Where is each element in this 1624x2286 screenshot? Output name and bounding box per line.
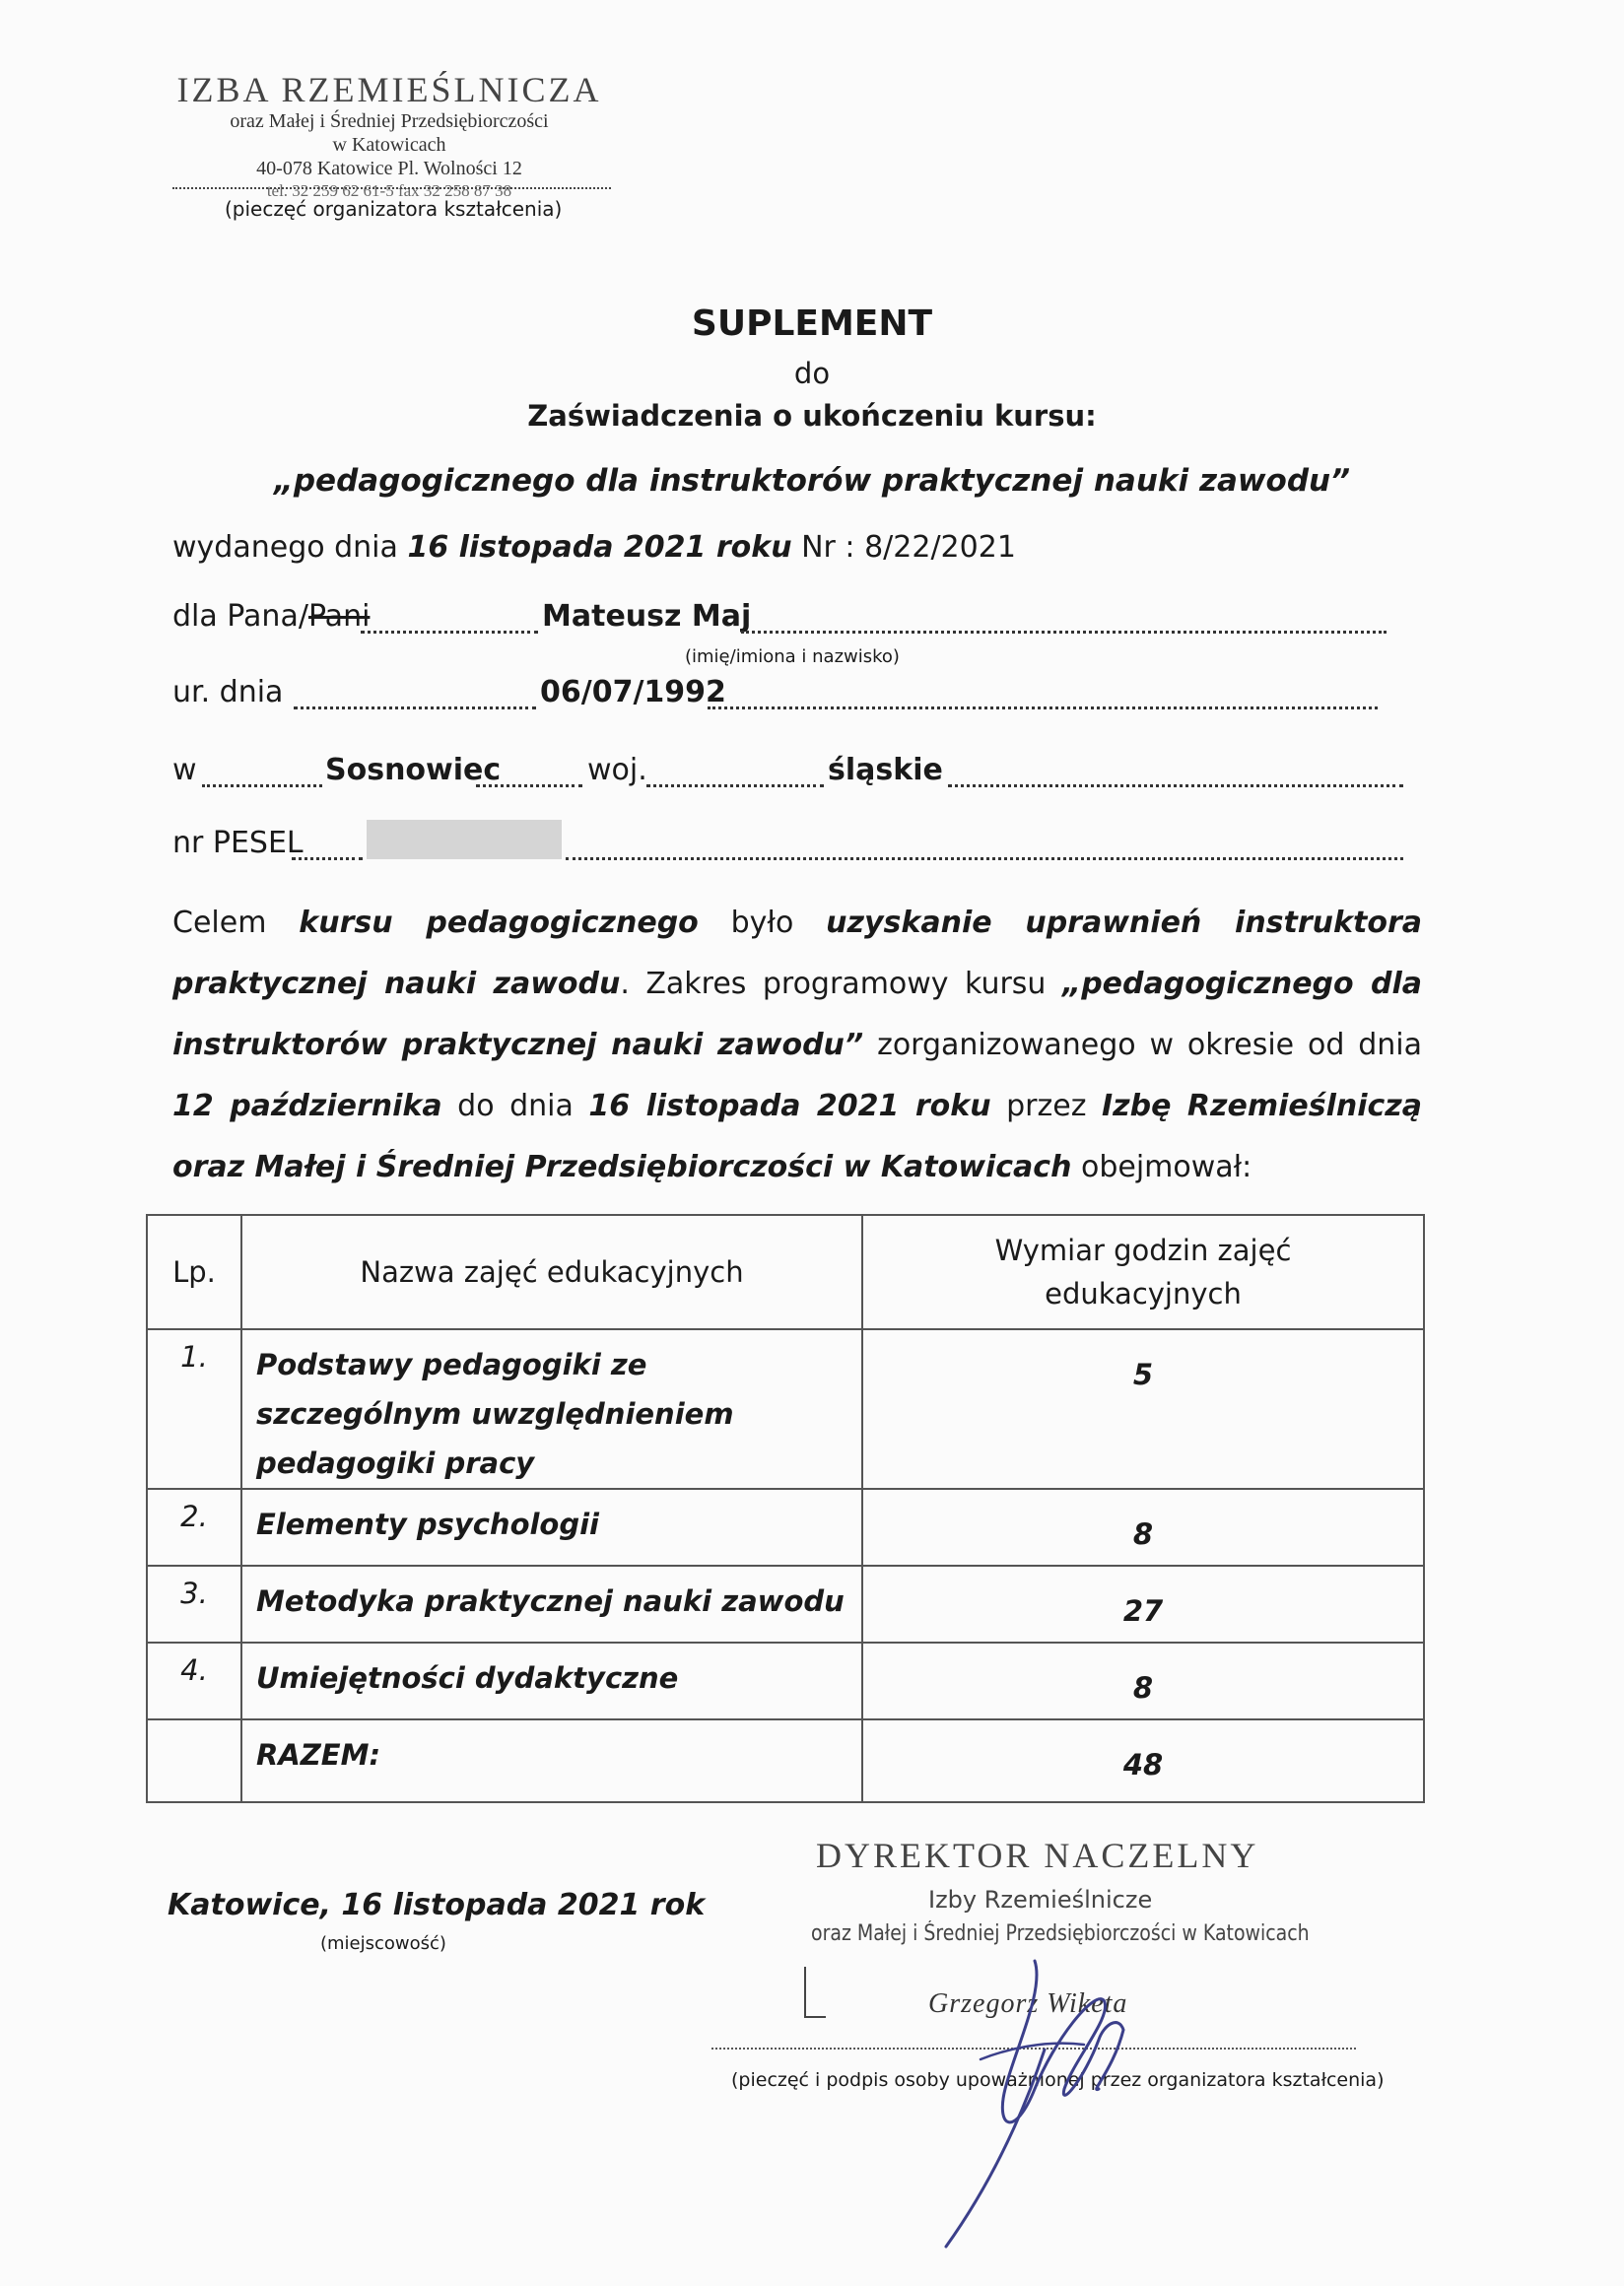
dla-label	[172, 599, 370, 634]
para-course-name: „pedagogicznego dla instruktorów praktycznej nauki zawodu”	[172, 967, 1422, 1062]
birth-date: 06/07/1992	[540, 675, 726, 709]
para-text-7: obejmował:	[1071, 1150, 1252, 1184]
table-header-row	[147, 1215, 1424, 1329]
row-lp: 3.	[147, 1566, 241, 1643]
name-dots-right	[741, 631, 1387, 634]
header-lp: Lp.	[147, 1215, 241, 1329]
voivodeship: śląskie	[828, 753, 943, 787]
row-hours: 5	[862, 1329, 1424, 1489]
pesel-dots-right	[566, 857, 1403, 860]
place-date: Katowice, 16 listopada 2021 rok	[168, 1888, 706, 1922]
stamp-line-1: IZBA RZEMIEŚLNICZA	[176, 70, 602, 109]
stamp-line-5: tel. 32 259 62 61-5 fax 32 258 87 38	[266, 181, 512, 200]
row-subject: Metodyka praktycznej nauki zawodu	[241, 1566, 862, 1643]
person-name: Mateusz Maj	[542, 599, 752, 634]
director-title: DYREKTOR NACZELNY	[816, 1836, 1259, 1875]
row-hours: 27	[862, 1566, 1424, 1643]
born-label: ur. dnia	[172, 675, 284, 709]
table-row	[147, 1489, 1424, 1566]
header-hours: Wymiar godzin zajęć edukacyjnych	[862, 1215, 1424, 1329]
issued-nr: 8/22/2021	[864, 530, 1016, 565]
director-name: Grzegorz Wiketa	[928, 1988, 1128, 2019]
issued-prefix: wydanego dnia	[172, 530, 398, 565]
woj-label: woj.	[587, 753, 647, 787]
born-dots-left	[294, 706, 536, 709]
name-caption: (imię/imiona i nazwisko)	[685, 646, 900, 667]
total-hours: 48	[862, 1719, 1424, 1802]
city: Sosnowiec	[325, 753, 502, 787]
para-text-1: Celem	[172, 906, 300, 940]
woj-dots-right	[948, 784, 1403, 787]
issued-nr-label: Nr :	[801, 530, 855, 565]
stamp-bracket-horizontal	[804, 2016, 826, 2018]
stamp-dotted-line	[172, 187, 611, 189]
row-hours: 8	[862, 1643, 1424, 1719]
para-text-4: zorganizowanego w okresie od dnia	[863, 1028, 1422, 1062]
place-caption: (miejscowość)	[320, 1933, 446, 1954]
city-dots-right	[476, 784, 582, 787]
name-dots-left	[361, 631, 538, 634]
total-label: RAZEM:	[241, 1719, 862, 1802]
total-lp	[147, 1719, 241, 1802]
para-course-type: kursu pedagogicznego	[299, 906, 699, 940]
dla-pana-text: dla Pana/	[172, 599, 308, 634]
handwritten-signature	[887, 1931, 1202, 2256]
table-row	[147, 1329, 1424, 1489]
director-line-2: Izby Rzemieślnicze	[928, 1886, 1153, 1914]
stamp-line-4: 40-078 Katowice Pl. Wolności 12	[256, 158, 522, 179]
stamp-line-2: oraz Małej i Średniej Przedsiębiorczości	[230, 110, 549, 132]
stamp-bracket-vertical	[804, 1967, 806, 2016]
subjects-table	[146, 1214, 1425, 1803]
para-text-3: . Zakres programowy kursu	[620, 967, 1062, 1001]
title-do: do	[793, 357, 831, 390]
pani-struck-text: Pani	[307, 599, 371, 634]
signature-caption: (pieczęć i podpis osoby upoważnionej przez organizatora kształcenia)	[731, 2069, 1385, 2091]
row-hours: 8	[862, 1489, 1424, 1566]
director-line-3: oraz Małej i Średniej Przedsiębiorczości w Katowicach	[811, 1921, 1310, 1946]
pesel-dots-left	[292, 857, 363, 860]
born-dots-right	[708, 706, 1378, 709]
w-label: w	[172, 753, 197, 787]
stamp-caption: (pieczęć organizatora kształcenia)	[225, 197, 563, 221]
table-total-row	[147, 1719, 1424, 1802]
issued-date: 16 listopada 2021 roku	[407, 530, 792, 565]
table-row	[147, 1566, 1424, 1643]
table-row	[147, 1643, 1424, 1719]
para-organizer: Izbę Rzemieślniczą oraz Małej i Średniej Przedsiębiorczości w Katowicach	[172, 1089, 1422, 1184]
row-subject: Umiejętności dydaktyczne	[241, 1643, 862, 1719]
pesel-label: nr PESEL	[172, 826, 304, 860]
title-subtitle: Zaświadczenia o ukończeniu kursu:	[527, 399, 1097, 433]
para-end-date: 16 listopada 2021 roku	[588, 1089, 991, 1123]
row-lp: 2.	[147, 1489, 241, 1566]
para-text-2: było	[698, 906, 827, 940]
header-name: Nazwa zajęć edukacyjnych	[241, 1215, 862, 1329]
issued-line	[172, 530, 1016, 565]
para-goal: uzyskanie uprawnień instruktora praktycznej nauki zawodu	[172, 906, 1422, 1001]
pesel-redaction	[367, 820, 562, 859]
course-name: „pedagogicznego dla instruktorów praktycznej nauki zawodu”	[273, 463, 1351, 499]
row-lp: 4.	[147, 1643, 241, 1719]
document-title: SUPLEMENT	[691, 303, 933, 344]
row-subject: Elementy psychologii	[241, 1489, 862, 1566]
para-text-5: do dnia	[441, 1089, 589, 1123]
woj-dots-left	[646, 784, 824, 787]
para-start-date: 12 października	[172, 1089, 442, 1123]
city-dots-left	[202, 784, 322, 787]
row-subject: Podstawy pedagogiki ze szczególnym uwzględnieniem pedagogiki pracy	[241, 1329, 862, 1489]
para-text-6: przez	[990, 1089, 1103, 1123]
course-description	[172, 893, 1422, 1198]
stamp-line-3: w Katowicach	[332, 134, 446, 156]
row-lp: 1.	[147, 1329, 241, 1489]
